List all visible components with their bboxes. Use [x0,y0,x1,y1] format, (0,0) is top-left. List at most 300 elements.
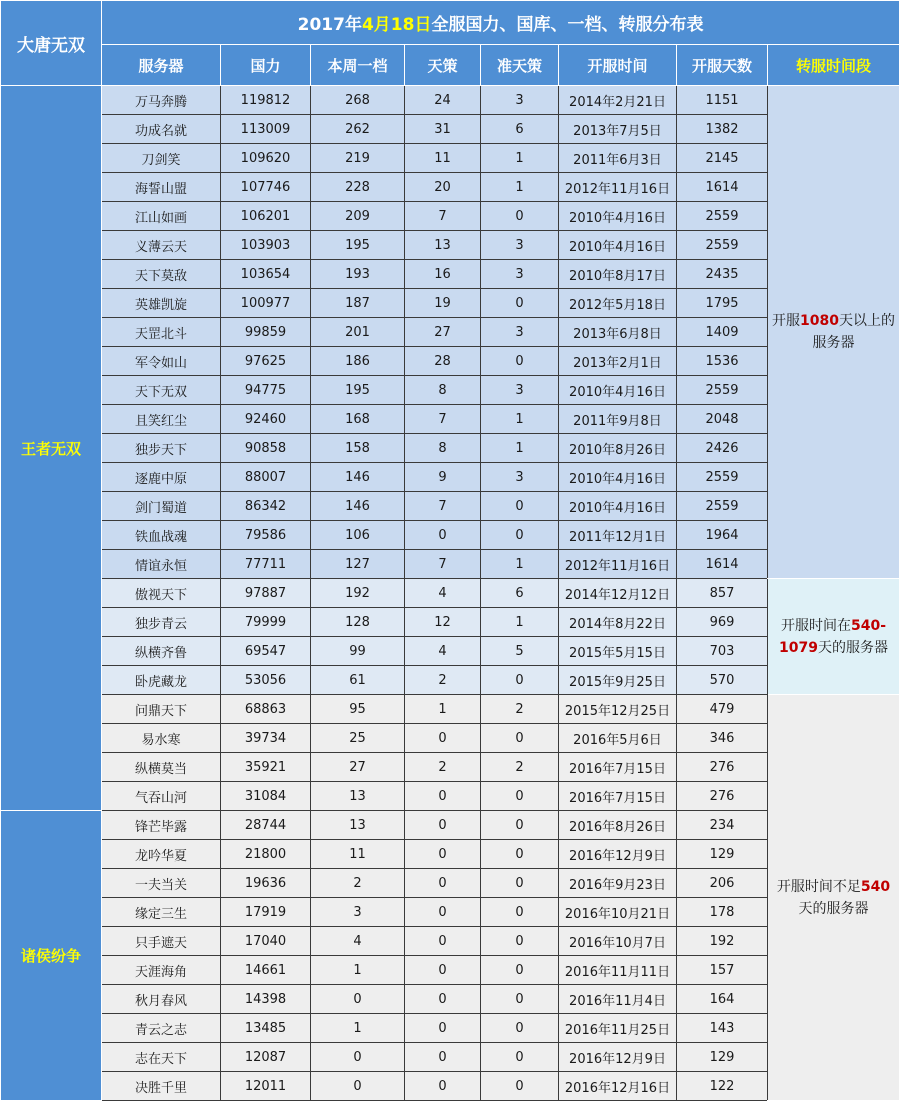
quasi-tiance-value: 2 [481,753,559,782]
transfer-period-note [768,86,899,579]
open-days-value: 857 [677,579,768,608]
table-row [1,144,899,173]
open-date-value: 2016年11月4日 [559,985,677,1014]
open-date-value: 2010年4月16日 [559,376,677,405]
server-name: 独步青云 [102,608,221,637]
power-value: 97887 [221,579,311,608]
open-days-value: 2435 [677,260,768,289]
open-days-value: 2559 [677,463,768,492]
power-value: 53056 [221,666,311,695]
column-header-quasi-tiance: 准天策 [481,45,559,86]
table-row [1,579,899,608]
tiance-value: 19 [405,289,481,318]
table-row [1,695,899,724]
open-days-value: 234 [677,811,768,840]
table-row [1,985,899,1014]
tiance-value: 8 [405,434,481,463]
open-days-value: 164 [677,985,768,1014]
server-name: 气吞山河 [102,782,221,811]
column-header-open-date: 开服时间 [559,45,677,86]
table-row [1,86,899,115]
table-row [1,840,899,869]
tiance-value: 0 [405,956,481,985]
weekly-first-value: 99 [311,637,405,666]
quasi-tiance-value: 3 [481,231,559,260]
power-value: 79999 [221,608,311,637]
quasi-tiance-value: 3 [481,260,559,289]
open-date-value: 2015年9月25日 [559,666,677,695]
weekly-first-value: 128 [311,608,405,637]
note-text-after: 天的服务器 [798,900,869,917]
open-date-value: 2015年5月15日 [559,637,677,666]
power-value: 31084 [221,782,311,811]
weekly-first-value: 13 [311,782,405,811]
weekly-first-value: 195 [311,231,405,260]
table-row [1,869,899,898]
tiance-value: 12 [405,608,481,637]
power-value: 100977 [221,289,311,318]
power-value: 21800 [221,840,311,869]
tiance-value: 28 [405,347,481,376]
open-days-value: 129 [677,840,768,869]
quasi-tiance-value: 3 [481,318,559,347]
power-value: 35921 [221,753,311,782]
open-days-value: 157 [677,956,768,985]
server-name: 青云之志 [102,1014,221,1043]
table-row [1,753,899,782]
power-value: 69547 [221,637,311,666]
open-date-value: 2014年12月12日 [559,579,677,608]
table-row [1,927,899,956]
note-days-highlight: 540 [860,878,891,895]
server-name: 且笑红尘 [102,405,221,434]
tiance-value: 7 [405,202,481,231]
open-days-value: 2426 [677,434,768,463]
quasi-tiance-value: 3 [481,463,559,492]
tiance-value: 16 [405,260,481,289]
group-label: 王者无双 [1,86,102,811]
power-value: 107746 [221,173,311,202]
quasi-tiance-value: 0 [481,347,559,376]
tiance-value: 2 [405,666,481,695]
weekly-first-value: 268 [311,86,405,115]
header-row [1,45,899,86]
open-date-value: 2010年4月16日 [559,463,677,492]
note-text-before: 开服时间在 [781,617,852,634]
quasi-tiance-value: 0 [481,956,559,985]
open-date-value: 2010年4月16日 [559,492,677,521]
tiance-value: 13 [405,231,481,260]
quasi-tiance-value: 0 [481,927,559,956]
table-row [1,666,899,695]
tiance-value: 9 [405,463,481,492]
open-days-value: 2559 [677,202,768,231]
quasi-tiance-value: 0 [481,289,559,318]
open-days-value: 2145 [677,144,768,173]
table-row [1,637,899,666]
tiance-value: 7 [405,550,481,579]
transfer-period-note [768,695,899,1101]
table-row [1,898,899,927]
tiance-value: 0 [405,840,481,869]
power-value: 17040 [221,927,311,956]
weekly-first-value: 158 [311,434,405,463]
weekly-first-value: 193 [311,260,405,289]
power-value: 103903 [221,231,311,260]
tiance-value: 0 [405,724,481,753]
server-name: 天下莫敌 [102,260,221,289]
quasi-tiance-value: 0 [481,985,559,1014]
server-name: 志在天下 [102,1043,221,1072]
tiance-value: 0 [405,811,481,840]
open-days-value: 1382 [677,115,768,144]
power-value: 119812 [221,86,311,115]
quasi-tiance-value: 1 [481,144,559,173]
open-days-value: 969 [677,608,768,637]
quasi-tiance-value: 0 [481,840,559,869]
column-header-open-days: 开服天数 [677,45,768,86]
column-header-weekly-first: 本周一档 [311,45,405,86]
table-row [1,260,899,289]
tiance-value: 11 [405,144,481,173]
server-name: 海誓山盟 [102,173,221,202]
column-header-server: 服务器 [102,45,221,86]
open-date-value: 2016年7月15日 [559,782,677,811]
power-value: 103654 [221,260,311,289]
quasi-tiance-value: 0 [481,1014,559,1043]
server-name: 决胜千里 [102,1072,221,1101]
server-name: 只手遮天 [102,927,221,956]
server-name: 剑门蜀道 [102,492,221,521]
weekly-first-value: 209 [311,202,405,231]
tiance-value: 0 [405,869,481,898]
weekly-first-value: 13 [311,811,405,840]
power-value: 13485 [221,1014,311,1043]
power-value: 88007 [221,463,311,492]
weekly-first-value: 146 [311,463,405,492]
tiance-value: 24 [405,86,481,115]
server-name: 纵横齐鲁 [102,637,221,666]
power-value: 86342 [221,492,311,521]
quasi-tiance-value: 1 [481,550,559,579]
table-row [1,956,899,985]
note-text-before: 开服 [772,313,801,329]
open-days-value: 2048 [677,405,768,434]
server-name: 卧虎藏龙 [102,666,221,695]
server-name: 军令如山 [102,347,221,376]
tiance-value: 20 [405,173,481,202]
power-value: 12011 [221,1072,311,1101]
server-name: 英雄凯旋 [102,289,221,318]
power-value: 14661 [221,956,311,985]
power-value: 109620 [221,144,311,173]
open-date-value: 2012年11月16日 [559,173,677,202]
open-days-value: 2559 [677,231,768,260]
open-days-value: 1536 [677,347,768,376]
open-days-value: 192 [677,927,768,956]
quasi-tiance-value: 1 [481,608,559,637]
open-days-value: 129 [677,1043,768,1072]
server-name: 功成名就 [102,115,221,144]
table-row [1,376,899,405]
open-date-value: 2012年11月16日 [559,550,677,579]
server-name: 问鼎天下 [102,695,221,724]
table-row [1,724,899,753]
weekly-first-value: 219 [311,144,405,173]
title-rest: 全服国力、国库、一档、转服分布表 [431,15,704,35]
quasi-tiance-value: 0 [481,724,559,753]
weekly-first-value: 95 [311,695,405,724]
open-date-value: 2011年9月8日 [559,405,677,434]
server-name: 锋芒毕露 [102,811,221,840]
power-value: 68863 [221,695,311,724]
open-days-value: 1409 [677,318,768,347]
power-value: 77711 [221,550,311,579]
table-row [1,521,899,550]
server-name: 刀剑笑 [102,144,221,173]
power-value: 92460 [221,405,311,434]
open-date-value: 2016年12月9日 [559,1043,677,1072]
quasi-tiance-value: 1 [481,434,559,463]
quasi-tiance-value: 6 [481,579,559,608]
open-days-value: 178 [677,898,768,927]
open-days-value: 346 [677,724,768,753]
table-row [1,115,899,144]
open-date-value: 2016年9月23日 [559,869,677,898]
table-row [1,347,899,376]
tiance-value: 31 [405,115,481,144]
note-days-highlight: 1080 [800,313,840,329]
open-days-value: 1614 [677,550,768,579]
tiance-value: 0 [405,1043,481,1072]
open-days-value: 2559 [677,376,768,405]
quasi-tiance-value: 0 [481,521,559,550]
power-value: 17919 [221,898,311,927]
power-value: 19636 [221,869,311,898]
open-days-value: 570 [677,666,768,695]
quasi-tiance-value: 1 [481,173,559,202]
open-date-value: 2011年6月3日 [559,144,677,173]
table-row [1,231,899,260]
group-label: 诸侯纷争 [1,811,102,1101]
open-days-value: 2559 [677,492,768,521]
weekly-first-value: 168 [311,405,405,434]
quasi-tiance-value: 0 [481,202,559,231]
open-date-value: 2016年11月25日 [559,1014,677,1043]
power-value: 97625 [221,347,311,376]
server-name: 纵横莫当 [102,753,221,782]
table-row [1,405,899,434]
open-days-value: 122 [677,1072,768,1101]
column-header-transfer-period: 转服时间段 [768,45,899,86]
title-year: 2017年 [297,15,362,35]
open-date-value: 2013年7月5日 [559,115,677,144]
power-value: 14398 [221,985,311,1014]
column-header-power: 国力 [221,45,311,86]
tiance-value: 4 [405,637,481,666]
table-row [1,173,899,202]
tiance-value: 8 [405,376,481,405]
note-text-after: 天以上的服务器 [812,313,896,351]
server-name: 万马奔腾 [102,86,221,115]
weekly-first-value: 27 [311,753,405,782]
tiance-value: 0 [405,898,481,927]
note-days-highlight: 540-1079 [779,617,887,656]
open-date-value: 2013年2月1日 [559,347,677,376]
weekly-first-value: 0 [311,985,405,1014]
quasi-tiance-value: 5 [481,637,559,666]
table-body [1,1,899,1101]
column-header-tiance: 天策 [405,45,481,86]
power-value: 113009 [221,115,311,144]
weekly-first-value: 1 [311,1014,405,1043]
brand-label: 大唐无双 [1,1,102,86]
quasi-tiance-value: 3 [481,86,559,115]
weekly-first-value: 11 [311,840,405,869]
power-value: 79586 [221,521,311,550]
weekly-first-value: 228 [311,173,405,202]
title-row [1,1,899,45]
weekly-first-value: 262 [311,115,405,144]
weekly-first-value: 201 [311,318,405,347]
open-days-value: 206 [677,869,768,898]
note-text-after: 天的服务器 [818,639,889,656]
server-name: 一夫当关 [102,869,221,898]
open-date-value: 2016年12月9日 [559,840,677,869]
note-text-before: 开服时间不足 [776,878,861,895]
table-row [1,1014,899,1043]
table-row [1,492,899,521]
table-title [102,1,899,45]
open-date-value: 2016年10月21日 [559,898,677,927]
quasi-tiance-value: 0 [481,782,559,811]
open-date-value: 2010年8月17日 [559,260,677,289]
power-value: 90858 [221,434,311,463]
table-row [1,608,899,637]
weekly-first-value: 0 [311,1072,405,1101]
tiance-value: 27 [405,318,481,347]
server-name: 龙吟华夏 [102,840,221,869]
table-row [1,811,899,840]
server-name: 情谊永恒 [102,550,221,579]
open-date-value: 2010年4月16日 [559,231,677,260]
tiance-value: 0 [405,782,481,811]
table-row [1,318,899,347]
server-name: 铁血战魂 [102,521,221,550]
tiance-value: 7 [405,492,481,521]
tiance-value: 0 [405,1072,481,1101]
weekly-first-value: 25 [311,724,405,753]
open-days-value: 143 [677,1014,768,1043]
open-date-value: 2016年7月15日 [559,753,677,782]
server-name: 独步天下 [102,434,221,463]
quasi-tiance-value: 0 [481,492,559,521]
tiance-value: 0 [405,521,481,550]
quasi-tiance-value: 0 [481,898,559,927]
open-days-value: 1795 [677,289,768,318]
open-date-value: 2014年8月22日 [559,608,677,637]
open-date-value: 2016年5月6日 [559,724,677,753]
power-value: 106201 [221,202,311,231]
open-days-value: 1151 [677,86,768,115]
open-days-value: 1964 [677,521,768,550]
weekly-first-value: 1 [311,956,405,985]
transfer-period-note [768,579,899,695]
open-days-value: 479 [677,695,768,724]
weekly-first-value: 0 [311,1043,405,1072]
table-row [1,434,899,463]
table-row [1,1072,899,1101]
title-date: 4月18日 [361,15,432,35]
tiance-value: 0 [405,985,481,1014]
table-row [1,202,899,231]
open-date-value: 2016年11月11日 [559,956,677,985]
power-value: 94775 [221,376,311,405]
quasi-tiance-value: 0 [481,1072,559,1101]
quasi-tiance-value: 2 [481,695,559,724]
tiance-value: 0 [405,927,481,956]
open-date-value: 2010年4月16日 [559,202,677,231]
quasi-tiance-value: 1 [481,405,559,434]
open-date-value: 2010年8月26日 [559,434,677,463]
weekly-first-value: 187 [311,289,405,318]
tiance-value: 7 [405,405,481,434]
power-value: 28744 [221,811,311,840]
server-name: 易水寒 [102,724,221,753]
open-days-value: 1614 [677,173,768,202]
weekly-first-value: 4 [311,927,405,956]
tiance-value: 2 [405,753,481,782]
server-name: 义薄云天 [102,231,221,260]
open-date-value: 2015年12月25日 [559,695,677,724]
open-date-value: 2014年2月21日 [559,86,677,115]
weekly-first-value: 61 [311,666,405,695]
weekly-first-value: 2 [311,869,405,898]
server-name: 天罡北斗 [102,318,221,347]
open-date-value: 2012年5月18日 [559,289,677,318]
open-days-value: 276 [677,753,768,782]
quasi-tiance-value: 0 [481,811,559,840]
weekly-first-value: 195 [311,376,405,405]
server-name: 逐鹿中原 [102,463,221,492]
quasi-tiance-value: 3 [481,376,559,405]
weekly-first-value: 186 [311,347,405,376]
tiance-value: 0 [405,1014,481,1043]
open-date-value: 2013年6月8日 [559,318,677,347]
table-row [1,550,899,579]
server-name: 天下无双 [102,376,221,405]
server-name: 天涯海角 [102,956,221,985]
tiance-value: 1 [405,695,481,724]
quasi-tiance-value: 6 [481,115,559,144]
quasi-tiance-value: 0 [481,869,559,898]
table-row [1,1043,899,1072]
power-value: 99859 [221,318,311,347]
weekly-first-value: 146 [311,492,405,521]
table-row [1,463,899,492]
server-name: 傲视天下 [102,579,221,608]
quasi-tiance-value: 0 [481,1043,559,1072]
weekly-first-value: 3 [311,898,405,927]
open-days-value: 276 [677,782,768,811]
server-name: 缘定三生 [102,898,221,927]
power-value: 39734 [221,724,311,753]
server-name: 秋月春风 [102,985,221,1014]
open-days-value: 703 [677,637,768,666]
weekly-first-value: 192 [311,579,405,608]
server-name: 江山如画 [102,202,221,231]
weekly-first-value: 106 [311,521,405,550]
